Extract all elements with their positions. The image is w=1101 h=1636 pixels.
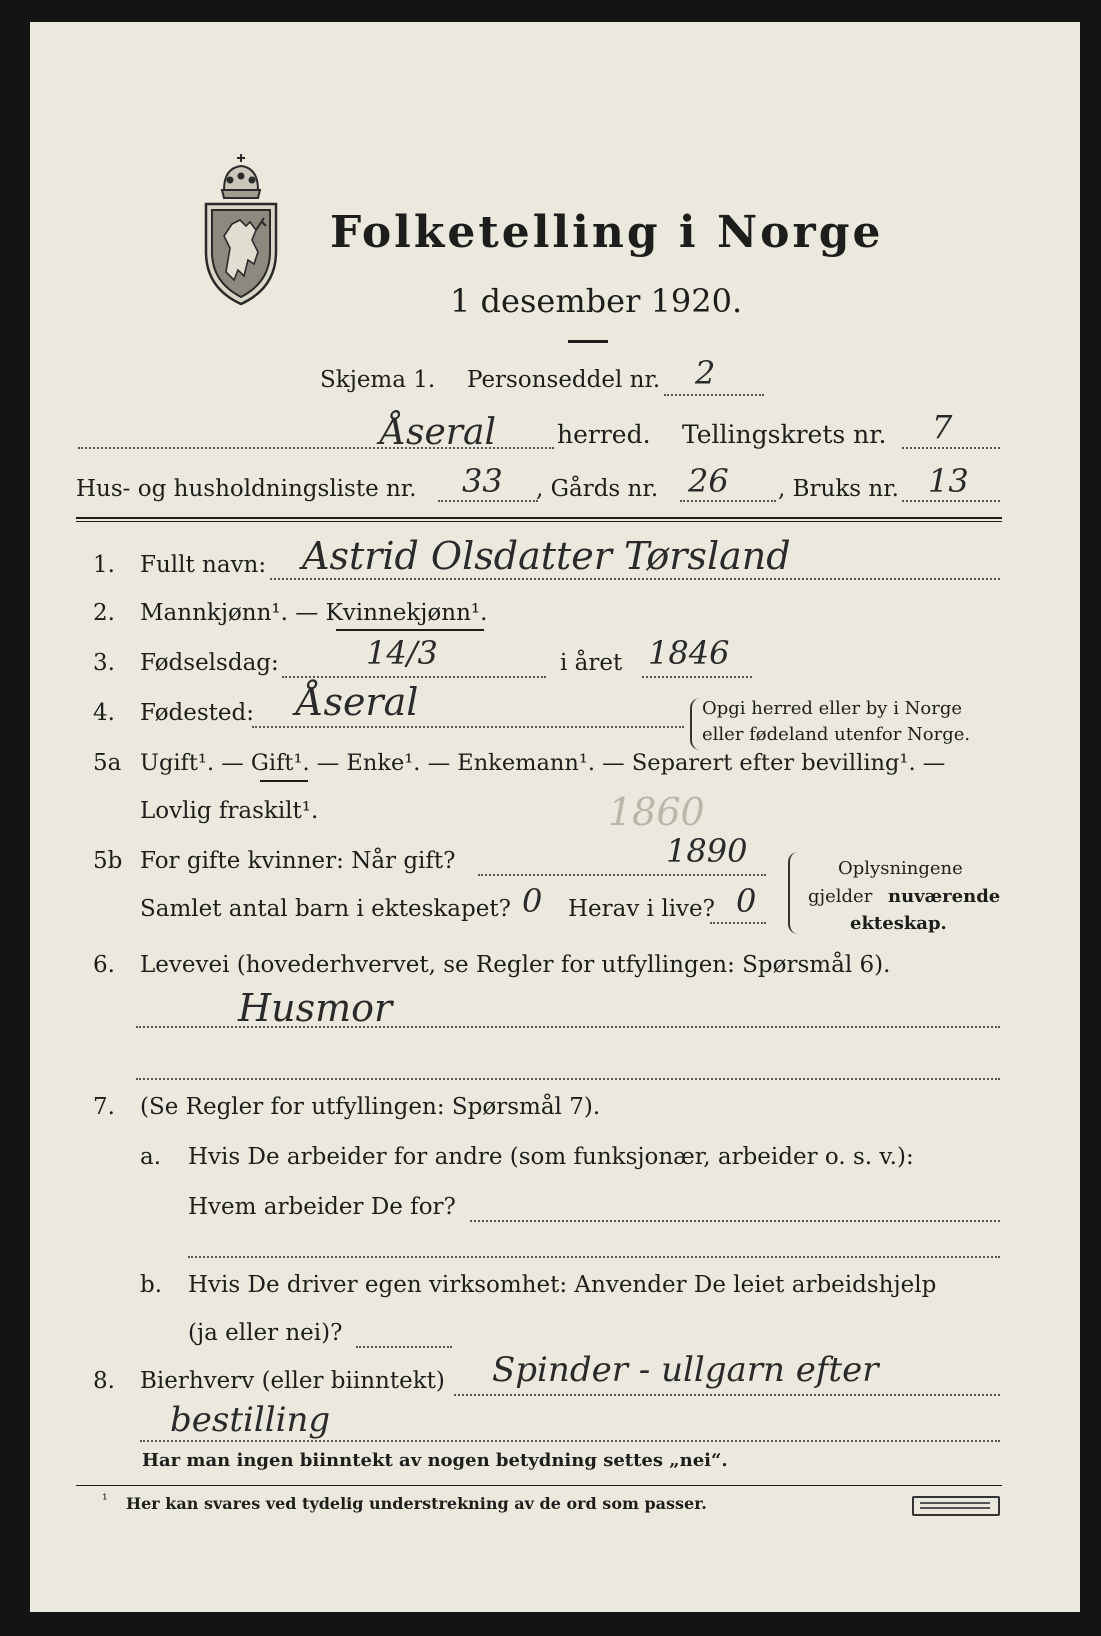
q5a-pencil-note: 1860 — [608, 790, 705, 834]
q5a-underline-gift — [260, 780, 308, 782]
tellingskrets-value: 7 — [932, 408, 953, 446]
q7a-text: Hvis De arbeider for andre (som funksjonær, arbeider o. s. v.): — [188, 1144, 914, 1170]
q2-label: Mannkjønn¹. — Kvinnekjønn¹. — [140, 600, 488, 626]
q3-value: 14/3 — [366, 634, 438, 672]
q8-note: Har man ingen biinntekt av nogen betydning settes „nei“. — [142, 1450, 728, 1471]
census-form-sheet — [30, 22, 1080, 1612]
tellingskrets-line — [902, 447, 1000, 449]
q2-underline-kvinnekjonn — [336, 629, 484, 631]
bruks-label: , Bruks nr. — [778, 476, 899, 502]
q1-value: Astrid Olsdatter Tørsland — [302, 534, 791, 578]
q1-label: Fullt navn: — [140, 552, 267, 578]
tellingskrets-label: Tellingskrets nr. — [682, 420, 887, 449]
q5b-note-line2a: gjelder — [808, 886, 873, 907]
q8-line-2 — [140, 1440, 1000, 1442]
q5b-note-line1: Oplysningene — [838, 858, 963, 879]
q4-number: 4. — [93, 700, 115, 726]
gards-value: 26 — [688, 462, 729, 500]
q4-label: Fødested: — [140, 700, 255, 726]
q5a-options: Ugift¹. — Gift¹. — Enke¹. — Enkemann¹. — Separert efter bevilling¹. — — [140, 750, 946, 776]
hus-label: Hus- og husholdningsliste nr. — [76, 476, 417, 502]
q4-note-line1: Opgi herred eller by i Norge — [702, 698, 963, 719]
form-title: Folketelling i Norge — [330, 207, 884, 258]
herred-value: Åseral — [380, 412, 496, 453]
q5b-alive-value: 0 — [736, 882, 757, 920]
header-rule-top — [76, 517, 1002, 519]
title-divider — [568, 340, 608, 343]
q5b-alive-label: Herav i live? — [568, 896, 715, 922]
q8-value-line1: Spinder - ullgarn efter — [492, 1350, 879, 1390]
q4-line — [252, 726, 684, 728]
bruks-value: 13 — [928, 462, 969, 500]
personseddel-line — [664, 394, 764, 396]
q2-number: 2. — [93, 600, 115, 626]
q7b-text: Hvis De driver egen virksomhet: Anvender De leiet arbeidshjelp — [188, 1272, 937, 1298]
personseddel-label: Personseddel nr. — [467, 367, 661, 393]
q5b-children-label: Samlet antal barn i ekteskapet? — [140, 896, 511, 922]
q5b-note-line3: ekteskap. — [850, 913, 947, 934]
header-rule-bottom — [76, 521, 1002, 522]
q3-year-value: 1846 — [648, 634, 730, 672]
q1-line — [270, 578, 1000, 580]
q5b-line — [478, 874, 766, 876]
q7a-line-1 — [470, 1220, 1000, 1222]
q6-number: 6. — [93, 952, 115, 978]
q3-year-line — [642, 676, 752, 678]
footnote-text: Her kan svares ved tydelig understrekning av de ord som passer. — [126, 1494, 707, 1513]
hus-line — [438, 500, 538, 502]
q7-number: 7. — [93, 1094, 115, 1120]
q7b-letter: b. — [140, 1272, 163, 1298]
footnote-rule — [76, 1485, 1002, 1486]
q5b-number: 5b — [93, 848, 123, 874]
footnote-mark: ¹ — [102, 1492, 108, 1508]
q7b-question: (ja eller nei)? — [188, 1320, 343, 1346]
q8-number: 8. — [93, 1368, 115, 1394]
gards-label: , Gårds nr. — [536, 476, 659, 502]
census-date: 1 desember 1920. — [450, 282, 743, 320]
gards-line — [680, 500, 776, 502]
q7-label: (Se Regler for utfyllingen: Spørsmål 7). — [140, 1094, 601, 1120]
q8-label: Bierhverv (eller biinntekt) — [140, 1368, 445, 1394]
bruks-line — [902, 500, 1000, 502]
q4-note-line2: eller fødeland utenfor Norge. — [702, 724, 971, 745]
printer-stamp — [912, 1496, 1000, 1516]
q5b-label: For gifte kvinner: Når gift? — [140, 848, 456, 874]
q6-label: Levevei (hovederhvervet, se Regler for utfyllingen: Spørsmål 6). — [140, 952, 891, 978]
q5b-brace — [788, 852, 800, 934]
personseddel-value: 2 — [695, 354, 716, 392]
q7a-question: Hvem arbeider De for? — [188, 1194, 456, 1220]
skjema-label: Skjema 1. — [320, 367, 436, 393]
q1-number: 1. — [93, 552, 115, 578]
q4-brace — [690, 698, 700, 750]
q5a-number: 5a — [93, 750, 122, 776]
q5b-alive-line — [710, 922, 766, 924]
q4-value: Åseral — [296, 680, 419, 724]
q6-value: Husmor — [238, 986, 393, 1030]
q5b-value: 1890 — [666, 832, 748, 870]
q3-label: Fødselsdag: — [140, 650, 279, 676]
q3-line — [282, 676, 546, 678]
q5b-children-value: 0 — [522, 882, 543, 920]
herred-label: herred. — [557, 420, 651, 449]
coat-of-arms-emblem — [200, 152, 282, 307]
q5a-options-line2: Lovlig fraskilt¹. — [140, 798, 319, 824]
q3-number: 3. — [93, 650, 115, 676]
q6-line-2 — [136, 1078, 1000, 1080]
q7a-line-2 — [188, 1256, 1000, 1258]
q8-value-line2: bestilling — [170, 1400, 331, 1440]
q8-line-1 — [454, 1394, 1000, 1396]
hus-value: 33 — [462, 462, 503, 500]
q7b-line — [356, 1346, 452, 1348]
q3-year-label: i året — [560, 650, 623, 676]
q7a-letter: a. — [140, 1144, 162, 1170]
q5b-note-line2b: nuværende — [888, 886, 1001, 907]
